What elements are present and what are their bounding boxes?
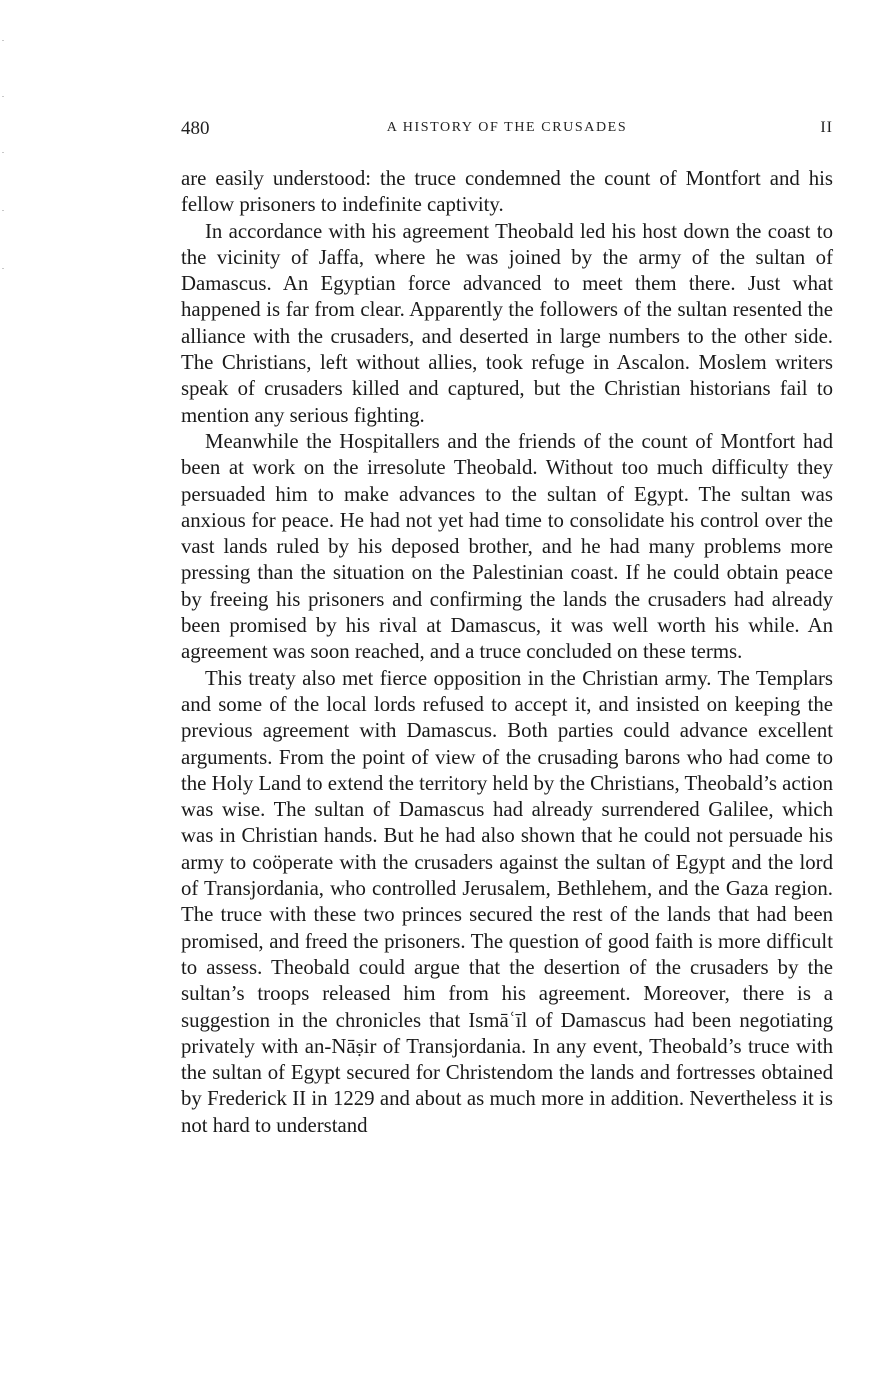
volume-number: II [820, 119, 833, 136]
running-title: A HISTORY OF THE CRUSADES [386, 120, 628, 135]
paragraph-continued: are easily understood: the truce condemned the count of Montfort and his fellow prisoners to indefinite captivity. [181, 167, 833, 217]
paragraph: This treaty also met fierce opposition in the Christian army. The Templars and some of the local lords refused to accept it, and insisted on keeping the previous agreement with Damascus. Both parties could advance excellent arguments. From the point of view of the crusading barons who had come to the Holy Land to extend the territory held by the Christians, Theobald’s action was wise. The sultan of Damascus had already surrendered Galilee, which was in Christian hands. But he had also shown that he could not persuade his army to coöperate with the crusaders against the sultan of Egypt and the lord of Transjordania, who controlled Jerusalem, Bethlehem, and the Gaza region. The truce with these two princes secured the rest of the lands that had been promised, and freed the prisoners. The question of good faith is more difficult to assess. Theobald could argue that the desertion of the crusaders by the sultan’s troops released him from his agreement. Moreover, there is a suggestion in the chronicles that Ismāʿīl of Damascus had been negotiating privately with an-Nāṣir of Transjordania. In any event, Theobald’s truce with the sultan of Egypt secured for Christendom the lands and fortresses obtained by Frederick II in 1229 and about as much more in addition. Nevertheless it is not hard to understand [181, 666, 833, 1137]
paragraph: Meanwhile the Hospitallers and the friends of the count of Montfort had been at work on the irresolute Theobald. Without too much difficulty they persuaded him to make advances to the sultan of Egypt. The sultan was anxious for peace. He had not yet had time to consolidate his control over the vast lands ruled by his deposed brother, and he had many problems more pressing than the situation on the Palestinian coast. If he could obtain peace by freeing his prisoners and confirming the lands the crusaders had already been promised by his rival at Damascus, it was well worth his while. An agreement was soon reached, and a truce concluded on these terms. [181, 429, 833, 664]
page-number: 480 [181, 118, 210, 139]
body-text [181, 166, 833, 1139]
paragraph: In accordance with his agreement Theobald led his host down the coast to the vicinity of Jaffa, where he was joined by the army of the sultan of Damascus. An Egyptian force advanced to meet them there. Just what happened is far from clear. Apparently the followers of the sultan resented the alliance with the crusaders, and deserted in large numbers to the other side. The Christians, left without allies, took refuge in Ascalon. Moslem writers speak of crusaders killed and captured, but the Christian historians fail to mention any serious fighting. [181, 219, 833, 427]
book-page [181, 118, 833, 1139]
scan-margin-marks [0, 0, 6, 300]
running-head [181, 118, 833, 140]
